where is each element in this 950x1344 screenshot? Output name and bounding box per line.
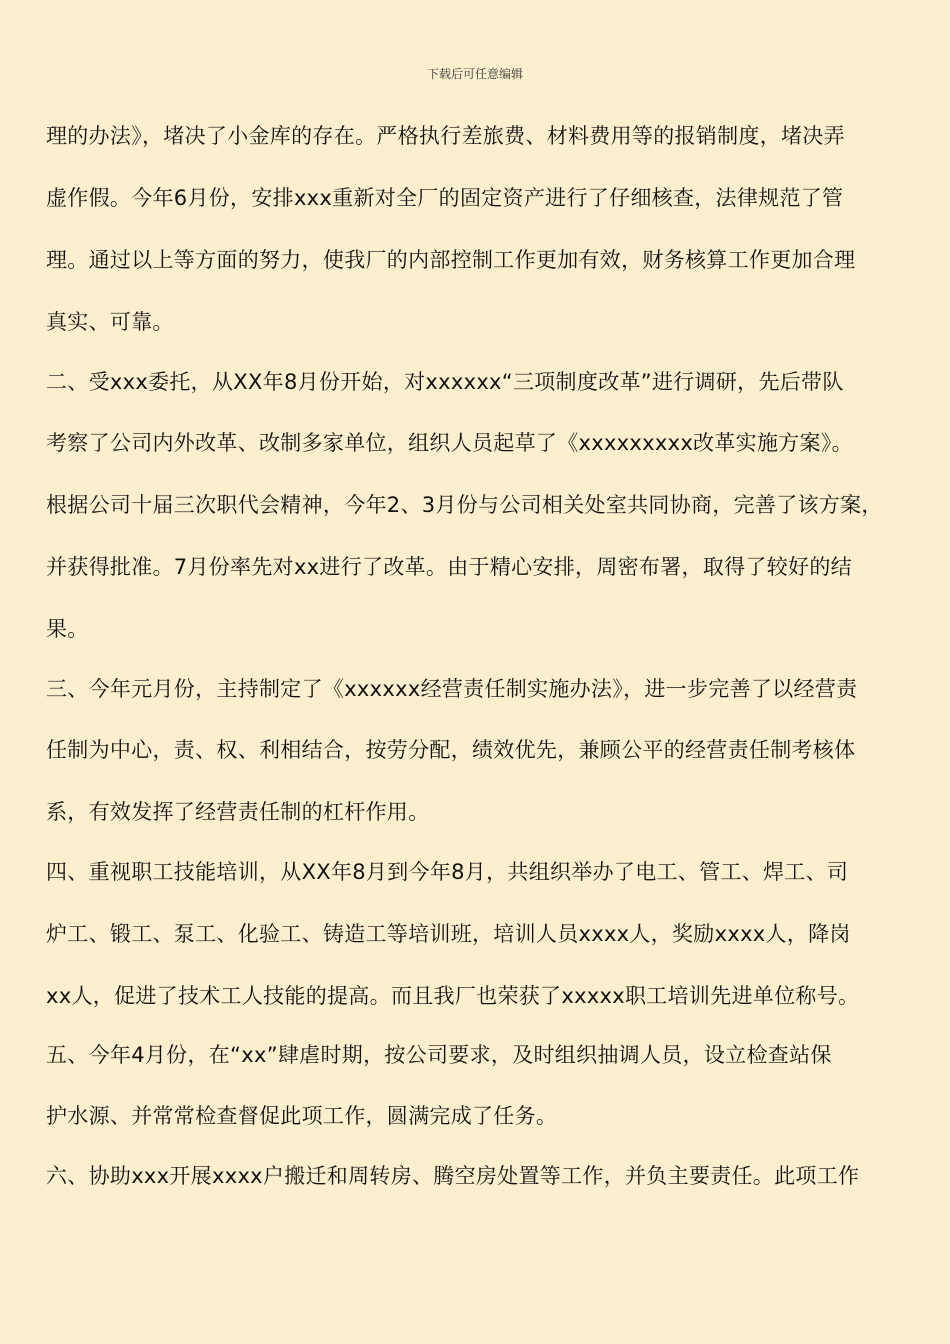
text-line: xx人，促进了技术工人技能的提高。而且我厂也荣获了xxxxx职工培训先进单位称号。 [46,984,860,1008]
text-line: 理。通过以上等方面的努力，使我厂的内部控制工作更加有效，财务核算工作更加合理 [46,248,856,272]
text-line: 炉工、锻工、泵工、化验工、铸造工等培训班，培训人员xxxx人，奖励xxxx人，降岗 [46,922,851,946]
text-line: 理的办法》，堵决了小金库的存在。严格执行差旅费、材料费用等的报销制度，堵决弄 [46,124,845,148]
text-line: 五、今年4月份，在“xx”肆虐时期，按公司要求，及时组织抽调人员，设立检查站保 [46,1043,832,1067]
text-line: 护水源、并常常检查督促此项工作，圆满完成了任务。 [46,1104,558,1128]
text-line: 果。 [46,617,89,641]
page-header: 下载后可任意编辑 [426,67,523,81]
text-line: 考察了公司内外改革、改制多家单位，组织人员起草了《xxxxxxxxx改革实施方案》。 [46,431,853,455]
text-line: 系，有效发挥了经营责任制的杠杆作用。 [46,800,430,824]
text-line: 二、受xxx委托，从XX年8月份开始，对xxxxxx“三项制度改革”进行调研，先后带队 [46,370,844,394]
text-line: 四、重视职工技能培训，从XX年8月到今年8月，共组织举办了电工、管工、焊工、司 [46,860,849,884]
text-line: 任制为中心，责、权、利相结合，按劳分配，绩效优先，兼顾公平的经营责任制考核体 [46,738,856,762]
text-line: 虚作假。今年6月份，安排xxx重新对全厂的固定资产进行了仔细核查，法律规范了管 [46,186,844,210]
text-line: 六、协助xxx开展xxxx户搬迁和周转房、腾空房处置等工作，并负主要责任。此项工作 [46,1164,860,1188]
text-line: 并获得批准。7月份率先对xx进行了改革。由于精心安排，周密布署，取得了较好的结 [46,555,852,579]
text-line: 真实、可靠。 [46,310,174,334]
text-line: 根据公司十届三次职代会精神，今年2、3月份与公司相关处室共同协商，完善了该方案， [46,493,883,517]
text-line: 三、今年元月份，主持制定了《xxxxxx经营责任制实施办法》，进一步完善了以经营责 [46,677,858,701]
